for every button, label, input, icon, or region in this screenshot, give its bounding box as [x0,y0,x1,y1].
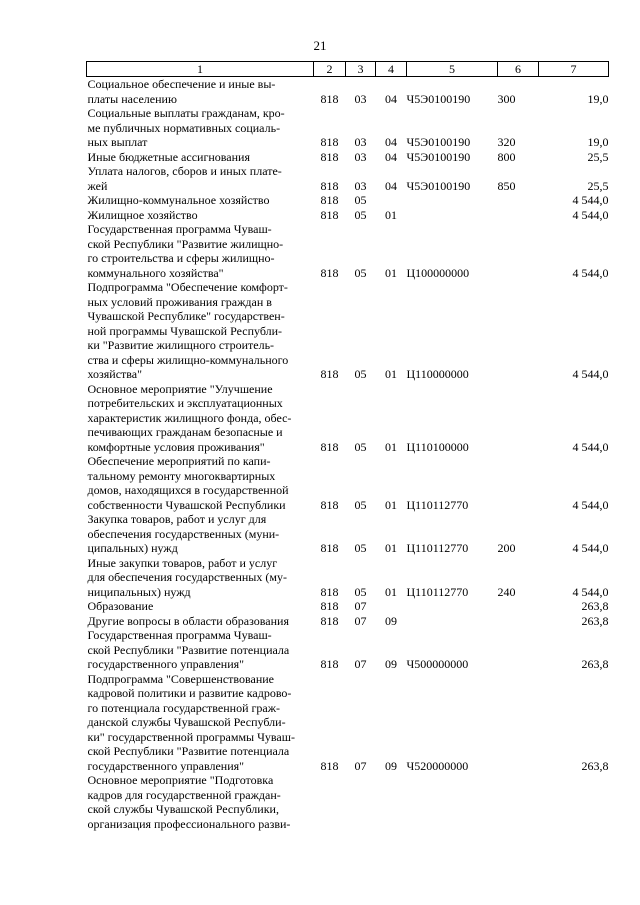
row-name-cell: Уплата налогов, сборов и иных плате- жей [87,164,282,193]
row-name-cell: Иные закупки товаров, работ и услуг для обеспечения государственных (му- ниципальных) нужд [87,555,287,599]
row-name-cell: Основное мероприятие "Подготовка кадров для государственной граждан- ской службы Чувашской Республики, организация профессионального разви- [87,773,291,831]
row-expense-type-cell [498,222,539,280]
row-expense-type-cell [498,672,539,774]
row-name-cell: Закупка товаров, работ и услуг для обеспечения государственных (муни- ципальных) нужд [87,512,280,555]
row-code-cell: 818 [320,613,339,628]
row-expense-type-cell: 240 [497,584,516,599]
page-number: 21 [313,38,327,53]
header-col-3: 3 [346,62,376,77]
row-code-cell: 818 [320,439,339,454]
table-row [87,628,609,672]
row-target-article-cell: Ц110100000 [406,439,469,454]
row-target-article-cell: Ч5Э0100190 [406,91,471,106]
header-col-2: 2 [314,62,346,77]
row-section-cell: 05 [354,497,367,512]
row-subsection-cell: 09 [385,758,397,773]
row-name-cell: Образование [87,599,154,613]
row-name-cell: Жилищное хозяйство [87,207,198,222]
row-target-article-cell: Ч520000000 [406,758,469,773]
row-amount-cell: 19,0 [587,135,609,149]
row-subsection-cell [376,773,407,831]
row-section-cell: 05 [354,541,367,555]
row-amount-cell: 4 544,0 [572,541,609,555]
row-expense-type-cell: 300 [497,91,516,106]
row-amount-cell: 263,8 [581,599,609,613]
row-section-cell [346,773,376,831]
row-code-cell: 818 [320,584,339,599]
row-target-article-cell: Ч500000000 [406,657,469,671]
row-amount-cell: 263,8 [581,613,609,628]
row-expense-type-cell [498,193,539,208]
row-section-cell: 05 [354,193,367,207]
row-amount-cell: 4 544,0 [572,584,609,599]
row-target-article-cell [407,599,498,614]
row-amount-cell: 4 544,0 [572,497,609,512]
row-subsection-cell [376,193,407,208]
row-amount-cell: 263,8 [581,657,609,671]
row-expense-type-cell [498,280,539,382]
row-amount-cell: 4 544,0 [572,367,609,381]
row-subsection-cell: 04 [385,149,397,164]
row-subsection-cell: 01 [385,584,397,599]
row-name-cell: Основное мероприятие "Улучшение потребительских и эксплуатационных характеристик жилищного фонда, обес- печивающих гражданам безопасные и комфортные условия проживания" [87,381,292,454]
row-amount-cell: 25,5 [587,178,609,193]
row-expense-type-cell [498,628,539,672]
row-expense-type-cell: 320 [497,135,516,149]
header-col-5: 5 [407,62,498,77]
row-amount-cell: 4 544,0 [572,193,609,207]
row-section-cell: 05 [354,265,367,280]
row-code-cell [314,773,346,831]
table-row [87,222,609,280]
row-section-cell: 05 [354,367,367,381]
row-amount-cell: 4 544,0 [572,207,609,222]
row-name-cell: Подпрограмма "Совершенствование кадровой политики и развитие кадрово- го потенциала государственной граж- данской службы Чувашской Республи- ки" государственной программы Чуваш- ской Республики "Развитие потенциала государственного управления" [87,671,295,773]
row-amount-cell [539,773,609,831]
header-row [87,62,609,77]
row-name-cell: Социальное обеспечение и иные вы- платы населению [87,77,276,106]
row-subsection-cell: 04 [385,178,397,193]
row-expense-type-cell [498,773,539,831]
row-expense-type-cell [498,454,539,512]
row-section-cell: 07 [354,758,367,773]
row-section-cell: 05 [354,439,367,454]
row-name-cell: Жилищно-коммунальное хозяйство [87,193,270,207]
row-name-cell: Государственная программа Чуваш- ской Республики "Развитие жилищно- го строительства и сферы жилищно- коммунального хозяйства" [87,222,284,280]
row-code-cell: 818 [320,541,339,555]
row-amount-cell: 263,8 [581,758,609,773]
row-name-cell: Социальные выплаты гражданам, кро- ме публичных нормативных социаль- ных выплат [87,106,285,149]
row-section-cell: 05 [354,207,367,222]
row-section-cell: 03 [354,178,367,193]
table-row [87,77,609,107]
row-section-cell: 03 [354,135,367,149]
row-expense-type-cell [498,599,539,614]
table-body [87,77,609,832]
row-expense-type-cell [498,208,539,223]
table-row [87,773,609,831]
table-row [87,208,609,223]
row-section-cell: 07 [354,599,367,613]
table-row [87,512,609,556]
row-target-article-cell [407,773,498,831]
budget-table [86,61,609,831]
row-target-article-cell [407,614,498,629]
row-expense-type-cell: 850 [497,178,516,193]
row-code-cell: 818 [320,149,339,164]
row-name-cell: Другие вопросы в области образования [87,613,289,628]
row-subsection-cell: 01 [385,207,397,222]
row-name-cell: Государственная программа Чуваш- ской Республики "Развитие потенциала государственного управления" [87,628,290,671]
row-code-cell: 818 [320,497,339,512]
row-subsection-cell: 09 [385,657,397,671]
row-subsection-cell: 01 [385,367,397,381]
row-target-article-cell [407,193,498,208]
table-row [87,614,609,629]
row-expense-type-cell: 800 [497,149,516,164]
table-row [87,599,609,614]
table-row [87,150,609,165]
row-code-cell: 818 [320,207,339,222]
row-target-article-cell: Ч5Э0100190 [406,135,471,149]
row-subsection-cell [376,599,407,614]
table-row [87,382,609,455]
row-amount-cell: 25,5 [587,149,609,164]
row-amount-cell: 4 544,0 [572,439,609,454]
row-target-article-cell: Ч5Э0100190 [406,178,471,193]
row-target-article-cell [407,208,498,223]
header-col-7: 7 [539,62,609,77]
table-row [87,672,609,774]
table-row [87,556,609,600]
header-col-1: 1 [87,62,314,77]
header-col-6: 6 [498,62,539,77]
row-subsection-cell: 04 [385,135,397,149]
row-code-cell: 818 [320,178,339,193]
row-code-cell: 818 [320,193,339,207]
row-code-cell: 818 [320,657,339,671]
row-code-cell: 818 [320,758,339,773]
row-section-cell: 03 [354,91,367,106]
row-target-article-cell: Ц110112770 [406,541,469,555]
row-code-cell: 818 [320,367,339,381]
row-target-article-cell: Ц110112770 [406,584,469,599]
row-section-cell: 07 [354,657,367,671]
row-subsection-cell: 01 [385,541,397,555]
row-amount-cell: 19,0 [587,91,609,106]
row-subsection-cell: 01 [385,265,397,280]
row-code-cell: 818 [320,265,339,280]
table-row [87,193,609,208]
row-section-cell: 07 [354,613,367,628]
table-row [87,454,609,512]
header-col-4: 4 [376,62,407,77]
row-subsection-cell: 01 [385,497,397,512]
row-subsection-cell: 01 [385,439,397,454]
row-name-cell: Подпрограмма "Обеспечение комфорт- ных условий проживания граждан в Чувашской Республике" государствен- ной программы Чувашской Республи- ки "Развитие жилищного строитель- ства и сферы жилищно-коммунального хозяйства" [87,280,289,381]
row-subsection-cell: 04 [385,91,397,106]
table-row [87,164,609,193]
row-name-cell: Обеспечение мероприятий по капи- тальному ремонту многоквартирных домов, находящихся в государственной собственности Чувашской Республики [87,454,289,512]
row-subsection-cell: 09 [385,613,397,628]
row-name-cell: Иные бюджетные ассигнования [87,149,250,164]
row-code-cell: 818 [320,91,339,106]
row-target-article-cell: Ц100000000 [406,265,470,280]
row-expense-type-cell [498,382,539,455]
row-expense-type-cell: 200 [497,541,516,555]
row-code-cell: 818 [320,599,339,613]
row-section-cell: 03 [354,149,367,164]
row-section-cell: 05 [354,584,367,599]
row-target-article-cell: Ц110000000 [406,367,469,381]
row-code-cell: 818 [320,135,339,149]
table-row [87,280,609,382]
row-target-article-cell: Ц110112770 [406,497,469,512]
row-expense-type-cell [498,614,539,629]
table-row [87,106,609,150]
row-target-article-cell: Ч5Э0100190 [406,149,471,164]
row-amount-cell: 4 544,0 [572,265,609,280]
